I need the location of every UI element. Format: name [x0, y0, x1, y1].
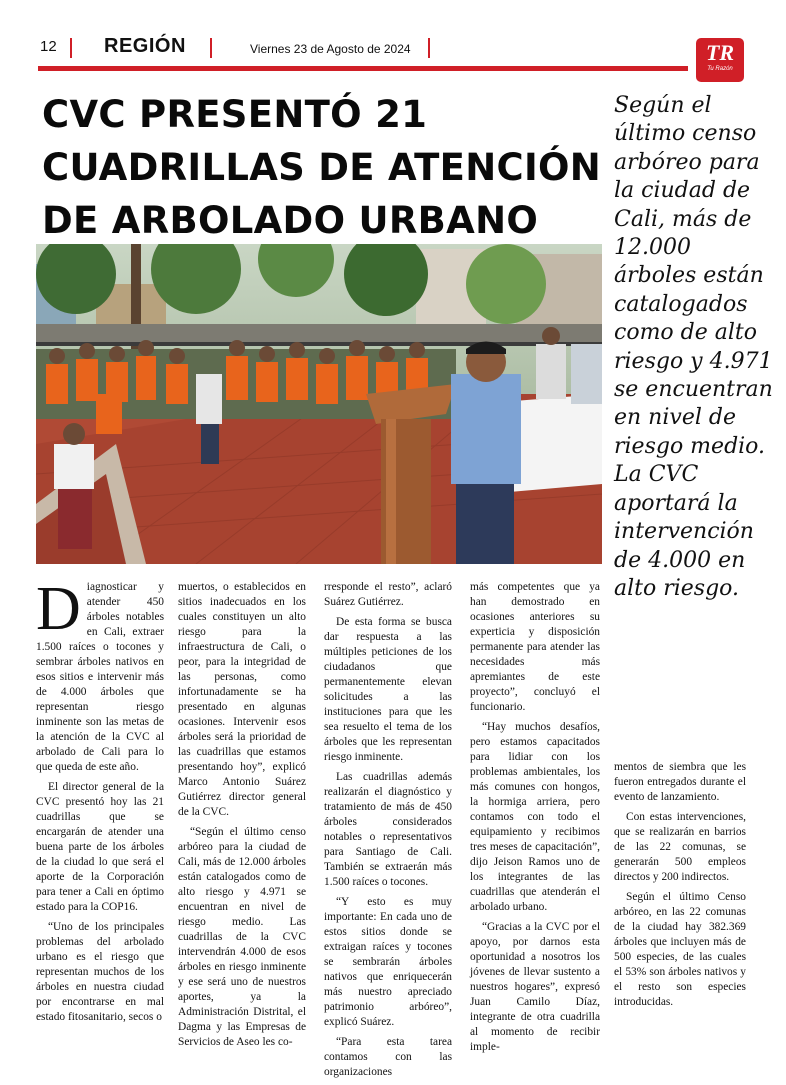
page-number: 12: [40, 38, 57, 55]
paragraph: rresponde el resto”, aclaró Suárez Gutiérrez.: [324, 581, 452, 608]
paragraph: “Para esta tarea contamos con las organizaciones: [324, 1036, 452, 1078]
paragraph: [36, 575, 164, 775]
paragraph: Las cuadrillas además realizarán el diagnóstico y tratamiento de más de 450 árboles considerados notables o representativos para Santiago de Cali. También se extraerán más 1.500 raíces o tocones.: [324, 771, 452, 888]
article-photo: [36, 244, 602, 564]
article-column-1: [36, 575, 164, 1030]
newspaper-logo: [696, 38, 744, 82]
paragraph: “Gracias a la CVC por el apoyo, por darnos esta oportunidad a nosotros los jóvenes de llevar sustento a nuestros hogares”, expresó Juan Camilo Díaz, integrante de otra cuadrilla al momento de recibir imple-: [470, 921, 600, 1053]
paragraph: “Hay muchos desafíos, pero estamos capacitados para lidiar con los problemas ambientales, los más comunes con hongos, la hormiga arriera, pero contamos con todo el equipamiento y recibimos tres meses de capacitación”, dijo Jeison Ramos uno de los integrantes de las cuadrillas que atenderán el arbolado urbano.: [470, 721, 600, 913]
header-rule: [38, 66, 688, 71]
paragraph: “Según el último censo arbóreo para la ciudad de Cali, más de 12.000 árboles están catalogados como de alto riesgo y 4.971 se encuentran en nivel de riesgo medio. Las cuadrillas de la CVC intervendrán 4.000 de esos árboles en riesgo inminente y ese será uno de nuestros aportes, ya la Administración Distrital, el Dagma y las Empresas de Servicios de Aseo les co-: [178, 826, 306, 1048]
paragraph: Con estas intervenciones, que se realizarán en barrios de las 22 comunas, se generarán 500 empleos directos y 200 indirectos.: [614, 811, 746, 883]
paragraph-text: iagnosticar y atender 450 árboles notables en Cali, extraer 1.500 raíces o tocones y sembrar árboles nativos en esos sitios e intervenir más de 4.000 árboles que representan riesgo inminente son las metas de la atención de la CVC al arbolado de Cali para lo que queda de este año.: [36, 581, 164, 773]
paragraph: muertos, o establecidos en sitios inadecuados en los cuales constituyen un alto riesgo para la infraestructura de Cali, o peor, para la integridad de las personas, como infortunadamente se ha presentado en algunas ocasiones. Intervenir esos árboles será la prioridad de las cuadrillas que estamos presentando hoy”, explicó Marco Antonio Suárez Gutiérrez director general de la CVC.: [178, 581, 306, 818]
paragraph: más competentes que ya han demostrado en ocasiones anteriores su experticia y disposición permanente para atender las necesidades más apremiantes de este proyecto”, concluyó el funcionario.: [470, 581, 600, 713]
divider: [428, 38, 430, 58]
logo-subtext: Tu Razón: [707, 66, 733, 72]
paragraph: Según el último Censo arbóreo, en las 22 comunas de la ciudad hay 382.369 árboles que incluyen más de 500 especies, de las cuales el 53% son árboles nativos y el resto son especies introducidas.: [614, 891, 746, 1008]
article-column-4: [470, 580, 600, 1060]
page-header: [0, 0, 786, 80]
paragraph: De esta forma se busca dar respuesta a las múltiples peticiones de los ciudadanos que permanentemente elevan solicitudes a las instituciones para que les sea resuelto el tema de los árboles que les representan riesgo inminente.: [324, 616, 452, 763]
pull-quote: Según el último censo arbóreo para la ciudad de Cali, más de 12.000 árboles están catalogados como de alto riesgo y 4.971 se encuentran en nivel de riesgo medio. La CVC aportará la intervención de 4.000 en alto riesgo.: [614, 93, 773, 601]
paragraph: “Uno de los principales problemas del arbolado urbano es el riesgo que representan muchos de los árboles en nuestra ciudad por encontrarse en mal estado fitosanitario, secos o: [36, 921, 164, 1023]
article-column-2: [178, 580, 306, 1055]
paragraph: “Y esto es muy importante: En cada uno de estos sitios donde se extraigan raíces y tocones se sembrarán árboles nativos que enriquecerán más nuestro apreciado patrimonio arbóreo”, explicó Suárez.: [324, 896, 452, 1028]
divider: [210, 38, 212, 58]
article-column-5: [614, 760, 746, 1015]
issue-date: Viernes 23 de Agosto de 2024: [250, 42, 411, 56]
event-photo-illustration: [36, 244, 602, 564]
paragraph: mentos de siembra que les fueron entregados durante el evento de lanzamiento.: [614, 761, 746, 803]
drop-cap: D: [36, 575, 81, 643]
article-headline: CVC PRESENTÓ 21 CUADRILLAS DE ATENCIÓN DE ARBOLADO URBANO: [42, 93, 602, 242]
divider: [70, 38, 72, 58]
section-title: REGIÓN: [104, 35, 186, 57]
logo-monogram: TR: [705, 40, 735, 65]
paragraph: El director general de la CVC presentó hoy las 21 cuadrillas que se encargarán de atender una buena parte de los árboles de la ciudad lo que será el aporte de la Corporación para tener a Cali en óptimo estado para la COP16.: [36, 781, 164, 913]
article-column-3: [324, 580, 452, 1085]
